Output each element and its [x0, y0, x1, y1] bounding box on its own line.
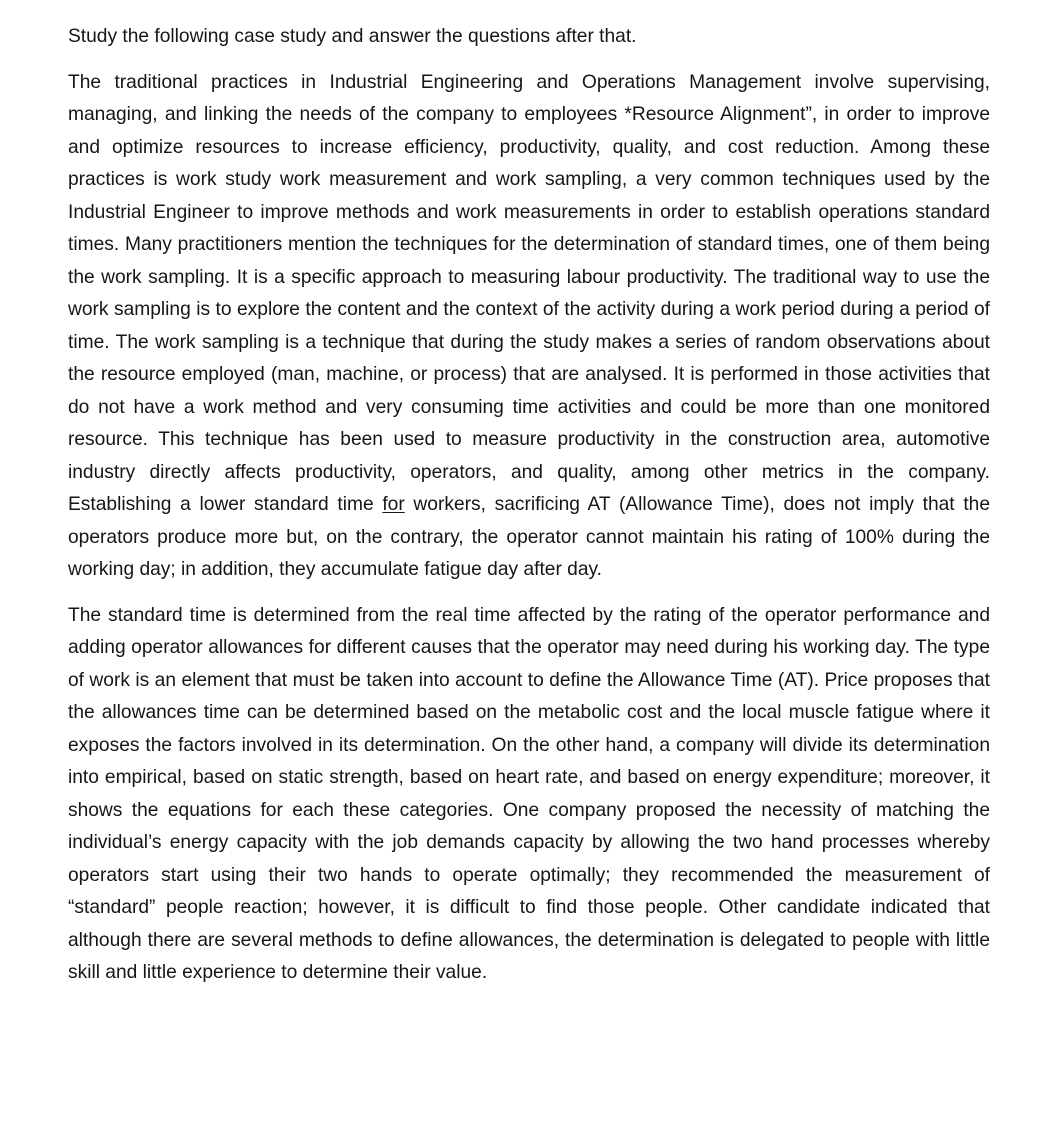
paragraph-case-study-body: The traditional practices in Industrial Engineering and Operations Management involve supervising, managing, and linking the needs of the company to employees *Resource Alignment”, in order to improve and optimize resources to increase efficiency, productivity, quality, and cost reduction. Among these practices is work study work measurement and work sampling, a very common techniques used by the Industrial Engineer to improve methods and work measurements in order to establish operations standard times. Many practitioners mention the techniques for the determination of standard times, one of them being the work sampling. It is a specific approach to measuring labour productivity. The traditional way to use the work sampling is to explore the content and the context of the activity during a work period during a period of time. The work sampling is a technique that during the study makes a series of random observations about the resource employed (man, machine, or process) that are analysed. It is performed in those activities that do not have a work method and very consuming time activities and could be more than one monitored resource. This technique has been used to measure productivity in the construction area, automotive industry directly affects productivity, operators, and quality, among other metrics in the company. Establishing a lower standard time for workers, sacrificing AT (Allowance Time), does not imply that the operators produce more but, on the contrary, the operator cannot maintain his rating of 100% during the working day; in addition, they accumulate fatigue day after day. — [68, 71, 990, 580]
document-text-column — [68, 21, 990, 990]
underlined-text-run: for — [382, 494, 405, 515]
instruction-line: Study the following case study and answer the questions after that. — [68, 26, 637, 47]
paragraph-standard-time-body: The standard time is determined from the real time affected by the rating of the operator performance and adding operator allowances for different causes that the operator may need during his working day. The type of work is an element that must be taken into account to define the Allowance Time (AT). Price proposes that the allowances time can be determined based on the metabolic cost and the local muscle fatigue where it exposes the factors involved in its determination. On the other hand, a company will divide its determination into empirical, based on static strength, based on heart rate, and based on energy expenditure; moreover, it shows the equations for each these categories. One company proposed the necessity of matching the individual’s energy capacity with the job demands capacity by allowing the two hand processes whereby operators start using their two hands to operate optimally; they recommended the measurement of “standard” people reaction; however, it is difficult to find those people. Other candidate indicated that although there are several methods to define allowances, the determination is delegated to people with little skill and little experience to determine their value. — [68, 604, 990, 983]
